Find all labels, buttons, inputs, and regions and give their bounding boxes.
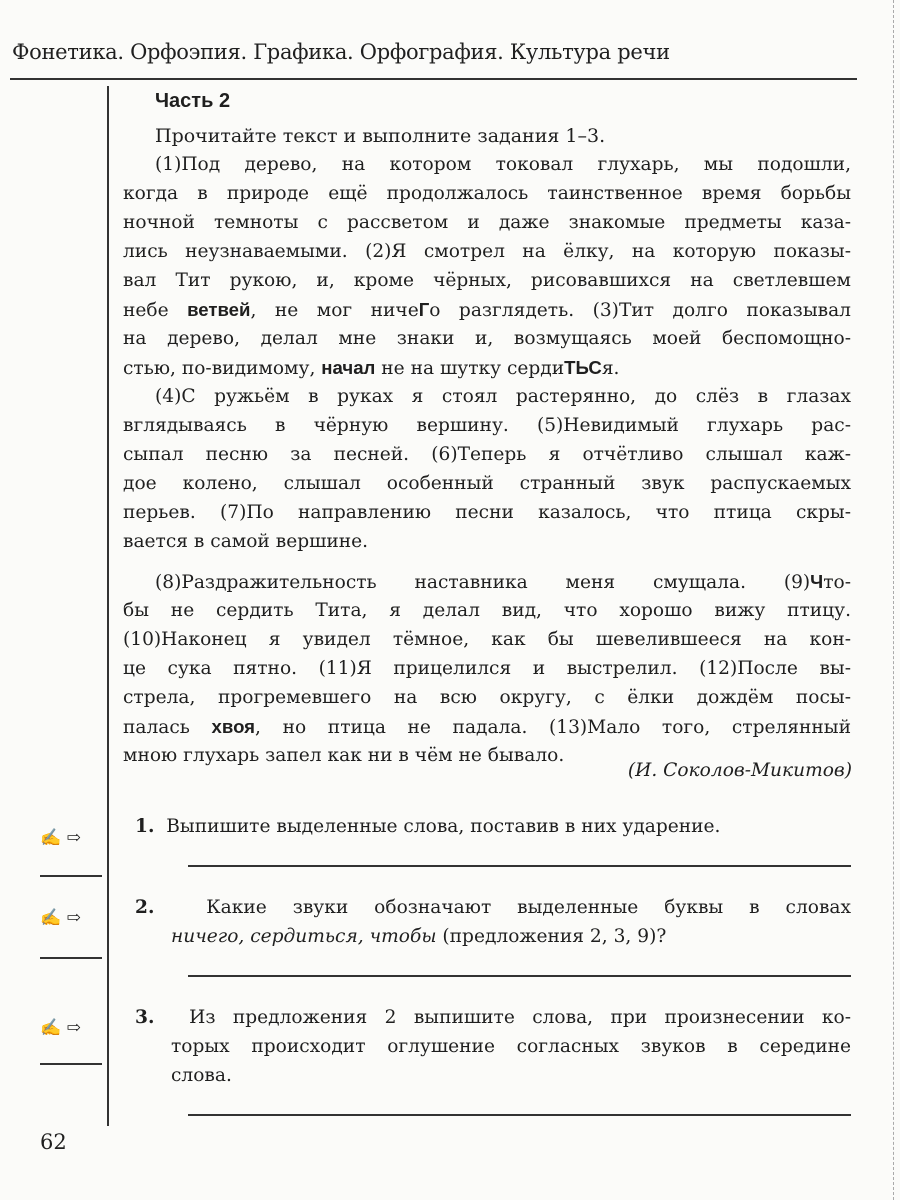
text-segment: (1)Под дерево, на котором токовал глухарь, мы подошли, (155, 154, 851, 175)
part-heading: Часть 2 (155, 90, 231, 112)
margin-line (40, 875, 102, 877)
text-segment: о разглядеть. (3)Тит долго показывал (429, 300, 851, 321)
text-segment: бы не сердить Тита, я делал вид, что хорошо вижу птицу. (123, 600, 851, 621)
text-segment: вглядываясь в чёрную вершину. (5)Невидимый глухарь рас- (123, 415, 851, 436)
text-segment: мною глухарь запел как ни в чём не бывало. (123, 745, 565, 766)
text-segment: лись неузнаваемыми. (2)Я смотрел на ёлку, на которую показы- (123, 241, 851, 262)
highlighted-text: ветвей (187, 299, 251, 320)
question-2 (135, 893, 851, 951)
highlighted-text: ТЬС (564, 357, 602, 378)
margin-rule (107, 86, 109, 1126)
text-line (123, 654, 851, 683)
text-segment: небе (123, 300, 188, 321)
pencil-icon: ✍ (40, 908, 62, 928)
text-segment: то- (823, 572, 851, 593)
text-segment: дое колено, слышал особенный странный звук распускаемых (123, 473, 851, 494)
text-line (123, 324, 851, 353)
text-segment: (10)Наконец я увидел тёмное, как бы шевелившееся на кон- (123, 629, 851, 650)
text-line (123, 469, 851, 498)
margin-marker-1 (40, 828, 81, 848)
text-line (135, 922, 851, 951)
text-line (123, 527, 851, 556)
page-number: 62 (40, 1130, 67, 1154)
text-segment: вается в самой вершине. (123, 531, 369, 552)
margin-marker-2 (40, 908, 81, 928)
text-segment: (4)С ружьём в руках я стоял растерянно, до слёз в глазах (155, 386, 851, 407)
text-line (123, 237, 851, 266)
question-1 (135, 812, 851, 841)
text-segment: Из предложения 2 выпишите слова, при произнесении ко- (189, 1007, 851, 1028)
highlighted-text: Ч (810, 571, 824, 592)
text-segment: , но птица не падала. (13)Мало того, стрелянный (255, 717, 852, 738)
text-segment: я. (601, 358, 620, 379)
pencil-icon: ✍ (40, 828, 62, 848)
text-line (123, 382, 851, 411)
text-segment: вал Тит рукою, и, кроме чёрных, рисовавшихся на светлевшем (123, 270, 851, 291)
text-segment: слова. (171, 1065, 232, 1086)
text-line (135, 812, 851, 841)
arrow-right-icon: ⇨ (66, 1018, 81, 1038)
margin-marker-3 (40, 1018, 81, 1038)
answer-line-3[interactable] (188, 1114, 851, 1116)
text-line (123, 683, 851, 712)
text-segment: (8)Раздражительность наставника меня смущала. (9) (155, 572, 811, 593)
text-line (135, 1003, 851, 1032)
text-line (135, 1032, 851, 1061)
text-line (123, 150, 851, 179)
text-line (123, 440, 851, 469)
text-line (135, 893, 851, 922)
italic-text: ничего, сердиться, чтобы (171, 926, 437, 947)
question-number: 3. (135, 1007, 155, 1028)
text-segment: на дерево, делал мне знаки и, возмущаясь моей беспомощно- (123, 328, 851, 349)
text-line (123, 266, 851, 295)
attribution: (И. Соколов-Микитов) (627, 760, 852, 781)
text-line (123, 596, 851, 625)
margin-line (40, 957, 102, 959)
text-line (123, 411, 851, 440)
arrow-right-icon: ⇨ (66, 908, 81, 928)
arrow-right-icon: ⇨ (66, 828, 81, 848)
answer-line-2[interactable] (188, 975, 851, 977)
highlighted-text: хвоя (211, 716, 256, 737)
answer-line-1[interactable] (188, 865, 851, 867)
instruction: Прочитайте текст и выполните задания 1–3. (155, 125, 606, 147)
page-edge-dashed-line (893, 0, 894, 1200)
pencil-icon: ✍ (40, 1018, 62, 1038)
paragraph-1 (123, 150, 851, 382)
text-line (123, 712, 851, 741)
text-line (123, 625, 851, 654)
question-3 (135, 1003, 851, 1090)
header-rule (10, 78, 857, 80)
question-number: 2. (135, 897, 155, 918)
text-segment: стью, по-видимому, (123, 358, 322, 379)
text-segment: сыпал песню за песней. (6)Теперь я отчётливо слышал каж- (123, 444, 851, 465)
text-line (123, 208, 851, 237)
running-header: Фонетика. Орфоэпия. Графика. Орфография. Культура речи (12, 40, 670, 64)
text-line (123, 498, 851, 527)
highlighted-text: начал (321, 357, 376, 378)
text-segment: стрела, прогремевшего на всю округу, с ёлки дождём посы- (123, 687, 851, 708)
text-segment: Какие звуки обозначают выделенные буквы в словах (206, 897, 851, 918)
highlighted-text: Г (418, 299, 430, 320)
text-segment: когда в природе ещё продолжалось таинственное время борьбы (123, 183, 851, 204)
text-segment: торых происходит оглушение согласных звуков в середине (171, 1036, 851, 1057)
text-line (123, 295, 851, 324)
question-number: 1. (135, 816, 155, 837)
text-line (123, 353, 851, 382)
text-line (123, 179, 851, 208)
text-line (123, 567, 851, 596)
text-segment: Выпишите выделенные слова, поставив в них ударение. (166, 816, 721, 837)
text-segment: це сука пятно. (11)Я прицелился и выстрелил. (12)После вы- (123, 658, 851, 679)
text-segment: перьев. (7)По направлению песни казалось, что птица скры- (123, 502, 851, 523)
text-segment: , не мог ниче (250, 300, 419, 321)
text-segment: не на шутку серди (375, 358, 565, 379)
text-line (135, 1061, 851, 1090)
text-segment: (предложения 2, 3, 9)? (436, 926, 667, 947)
text-segment: ночной темноты с рассветом и даже знакомые предметы каза- (123, 212, 851, 233)
margin-line (40, 1063, 102, 1065)
paragraph-3 (123, 567, 851, 770)
paragraph-2 (123, 382, 851, 556)
text-segment: палась (123, 717, 212, 738)
